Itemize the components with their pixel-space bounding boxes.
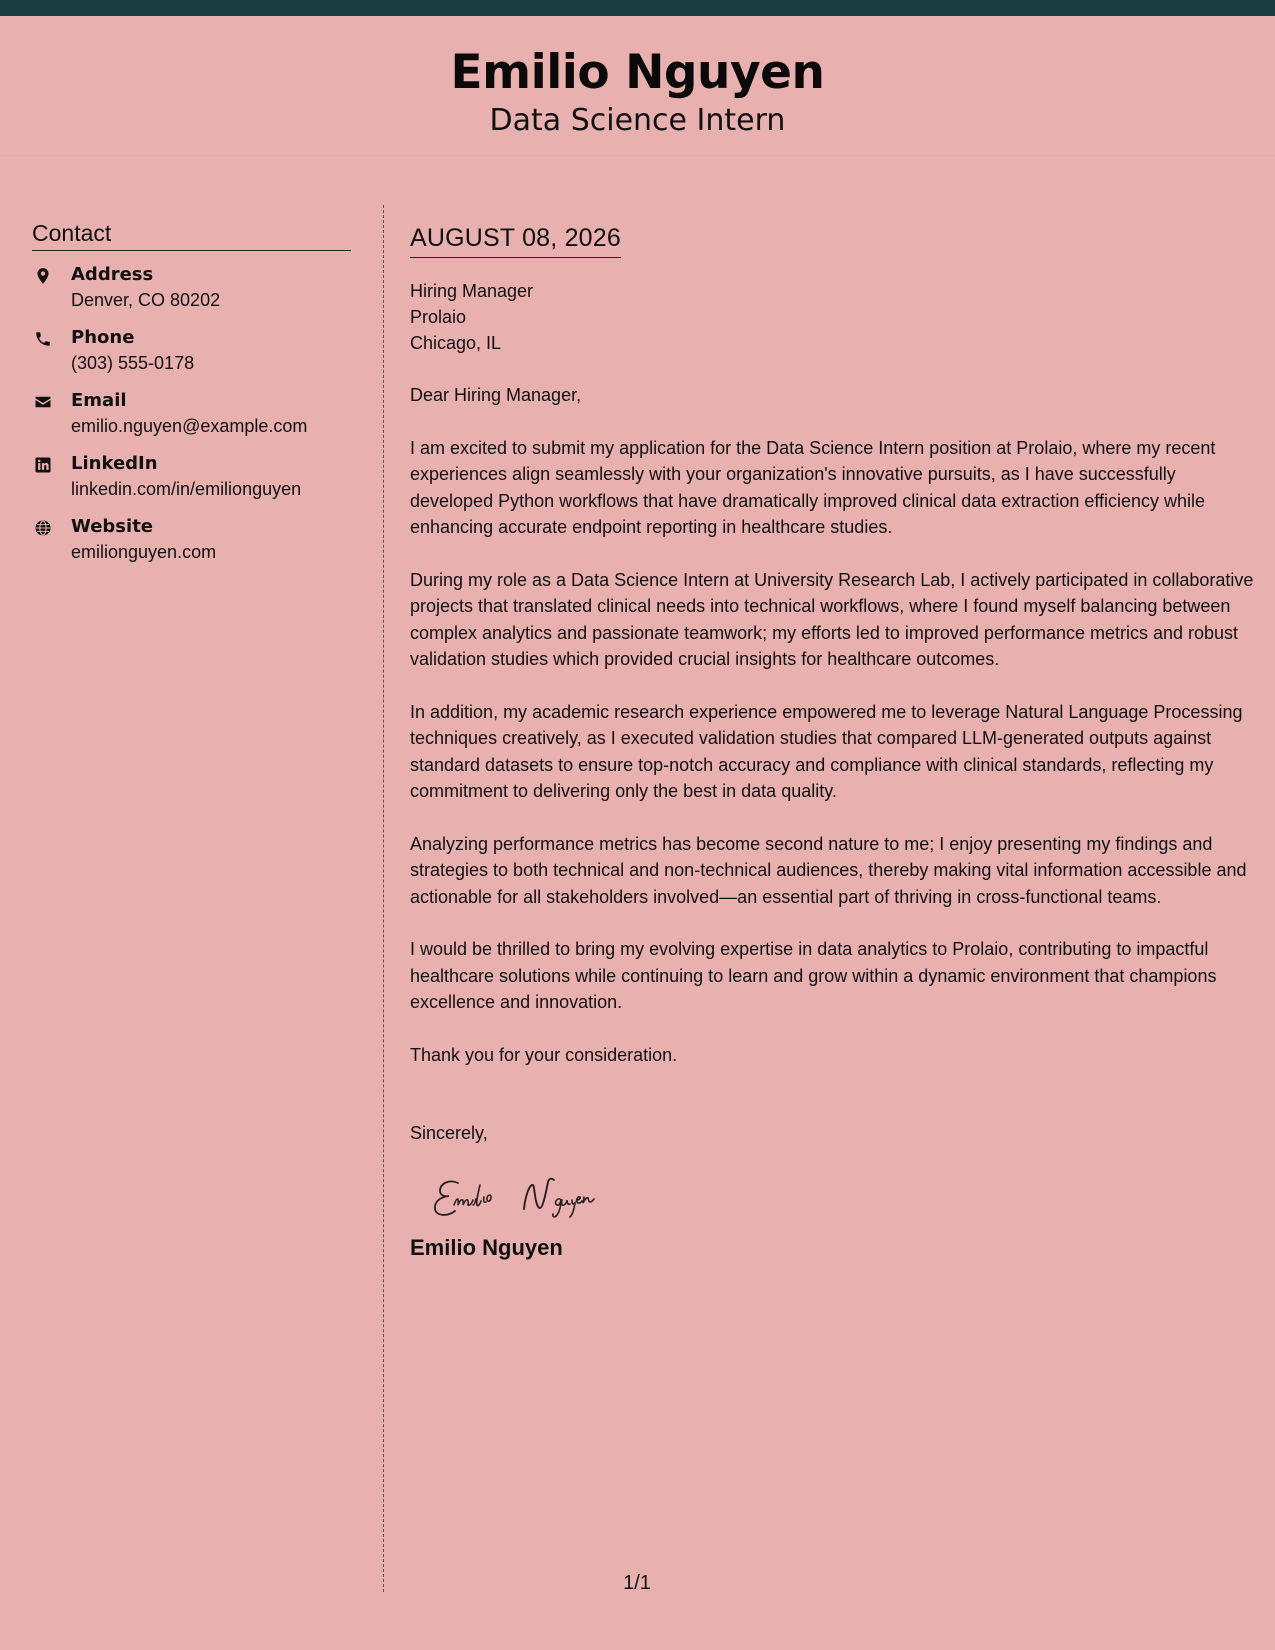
body-paragraph: In addition, my academic research experience empowered me to leverage Natural Language Processing techniques creatively, as I executed validation studies that compared LLM-generated outputs against standard datasets to ensure top-notch accuracy and compliance with clinical standards, reflecting my commitment to delivering only the best in data quality.	[410, 701, 1243, 801]
signoff: Sincerely,	[410, 1123, 488, 1143]
contact-item-phone	[32, 326, 351, 389]
letter-header	[0, 16, 1275, 156]
contact-item-address	[32, 263, 351, 326]
body-paragraph: During my role as a Data Science Intern at University Research Lab, I actively participated in collaborative projects that translated clinical needs into technical workflows, where I found myself balancing between complex analytics and passionate teamwork; my efforts led to improved performance metrics and robust validation studies which provided crucial insights for healthcare outcomes.	[410, 569, 1254, 669]
contact-list	[32, 263, 351, 578]
contact-item-email	[32, 389, 351, 452]
handwritten-signature	[428, 1169, 1255, 1225]
contact-value: emilionguyen.com	[71, 542, 217, 562]
salutation: Dear Hiring Manager,	[410, 385, 582, 405]
signer-name: Emilio Nguyen	[410, 1234, 563, 1260]
body-paragraph: Analyzing performance metrics has become second nature to me; I enjoy presenting my findings and strategies to both technical and non-technical audiences, thereby making vital information accessible and actionable for all stakeholders involved—an essential part of thriving in cross-functional teams.	[410, 833, 1247, 907]
contact-value: linkedin.com/in/emilionguyen	[71, 479, 302, 499]
recipient-block	[410, 278, 1255, 356]
recipient-line: Hiring Manager	[410, 281, 534, 301]
map-pin-icon	[34, 267, 52, 285]
contact-label: Address	[71, 264, 154, 285]
contact-value: (303) 555-0178	[71, 353, 195, 373]
contact-label: Website	[71, 516, 154, 537]
contact-item-linkedin	[32, 452, 351, 515]
contact-sidebar	[32, 218, 351, 578]
recipient-line: Prolaio	[410, 307, 467, 327]
page-number: 1/1	[623, 1572, 651, 1594]
contact-label: Email	[71, 390, 127, 411]
body-paragraph: I would be thrilled to bring my evolving expertise in data analytics to Prolaio, contributing to impactful healthcare solutions while continuing to learn and grow within a dynamic environment that champions excellence and innovation.	[410, 939, 1217, 1012]
body-paragraph: I am excited to submit my application for the Data Science Intern position at Prolaio, where my recent experiences align seamlessly with your organization's innovative pursuits, as I have successfully developed Python workflows that have dramatically improved clinical data extraction efficiency while enhancing accurate endpoint reporting in healthcare studies.	[410, 437, 1216, 537]
linkedin-icon	[34, 456, 52, 474]
recipient-line: Chicago, IL	[410, 333, 502, 353]
contact-heading: Contact	[32, 218, 351, 251]
applicant-name: Emilio Nguyen	[450, 45, 825, 100]
applicant-title: Data Science Intern	[489, 103, 786, 138]
phone-icon	[34, 330, 52, 348]
signature-graphic	[428, 1169, 668, 1225]
contact-label: Phone	[71, 327, 135, 348]
contact-value: emilio.nguyen@example.com	[71, 416, 308, 436]
globe-icon	[34, 519, 52, 537]
top-accent-bar	[0, 0, 1275, 16]
envelope-icon	[34, 393, 52, 411]
contact-item-website	[32, 515, 351, 578]
closing-line: Thank you for your consideration.	[410, 1044, 678, 1065]
column-divider	[383, 205, 384, 1592]
contact-label: LinkedIn	[71, 453, 158, 474]
letter-body	[410, 222, 1255, 1263]
letter-date: AUGUST 08, 2026	[410, 222, 621, 258]
contact-value: Denver, CO 80202	[71, 290, 221, 310]
